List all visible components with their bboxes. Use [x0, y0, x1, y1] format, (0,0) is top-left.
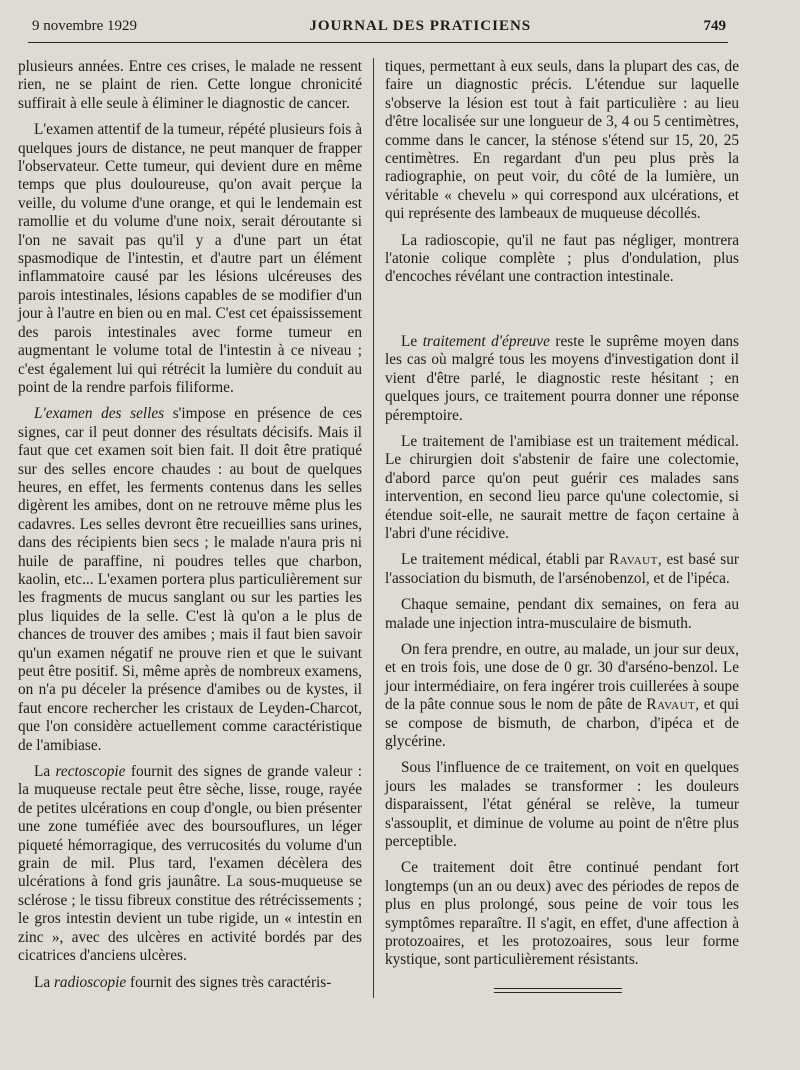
running-header — [32, 18, 726, 40]
paragraph: Ce traitement doit être continué pendant fort longtemps (un an ou deux) avec des périodes de repos de plus en plus prolongé, sous peine de voir tous les symptômes reparaître. Il s'agit, en effet, d'une affection à protozoaires, et les protozoaires, sous leur forme kystique, sont particulièrement résistants. — [385, 859, 739, 969]
emphasis: radioscopie — [53, 973, 127, 991]
paragraph-text: Le traitement médical, établi par — [401, 551, 609, 569]
paragraph-text: La — [34, 973, 54, 991]
paragraph — [18, 405, 362, 755]
paragraph — [385, 333, 739, 425]
paragraph: Sous l'influence de ce traitement, on voit en quelques jours les malades se transformer : les douleurs disparaissent, l'état général se relève, la tumeur s'assouplit, et diminue de volume au point de n'être plus perceptible. — [385, 759, 739, 851]
paragraph — [18, 974, 362, 992]
column-divider — [373, 58, 374, 998]
paragraph-text: reste le suprême moyen dans les cas où malgré tous les moyens d'investigation dont il vient d'être parlé, le diagnostic reste hésitant ; en quelques jours, ce traitement pourra donner une réponse péremptoire. — [385, 332, 739, 424]
section-gap — [385, 295, 739, 333]
paragraph — [385, 641, 739, 751]
right-column — [385, 58, 739, 978]
paragraph-text: fournit des signes de grande valeur : la muqueuse rectale peut être sèche, lisse, rouge, rayée de petites ulcérations en coup d'ongle, ou bien présenter une zone tuméfiée avec des boursouflures, un léger piqueté hémorragique, des verrucosités du volume d'un grain de mil. Plus tard, l'examen décèlera des ulcérations à fond gris jaunâtre. La sous-muqueuse se sclérose ; le tissu fibreux constitue des rétrécissements ; le gros intestin devient un tube rigide, un « intestin en zinc », avec des ulcères en activité bordés par des cicatrices d'anciens ulcères. — [18, 763, 362, 965]
paragraph-text: s'impose en présence de ces signes, car il peut donner des résultats décisifs. Mais il faut que cet examen soit bien fait. Il doit être pratiqué sur des selles encore chaudes : au bout de quelques heures, en effet, les ferments contenus dans les selles digèrent les amibes, dont on ne retrouve même plus les cadavres. Les selles devront être recueillies sans urines, dans des récipients bien secs ; le malade n'aura pris ni huile de paraffine, ni poudres telles que charbon, kaolin, etc... L'examen portera plus particulièrement sur les fragments de mucus sanglant ou sur les parties les plus liquides de la selle. C'est là qu'on a le plus de chances de trouver des amibes ; mais il faut bien savoir qu'un examen négatif ne prouve rien et que le suivant peut être positif. Si, même après de nombreux examens, on n'a pu déceler la présence d'amibes ou de kystes, il faut encore rechercher les cristaux de Leyden-Charcot, que l'on considère actuellement comme caractéristique de l'amibiase. — [18, 405, 362, 754]
end-ornament-rule — [494, 988, 622, 996]
emphasis: L'examen des selles — [34, 405, 165, 423]
paragraph-text: , est basé sur l'association du bismuth, de l'arsénobenzol, et de l'ipéca. — [385, 551, 740, 587]
journal-title: JOURNAL DES PRATICIENS — [309, 18, 532, 34]
paragraph-text: , et qui se compose de bismuth, de charbon, d'ipéca et de glycérine. — [385, 696, 739, 750]
issue-date: 9 novembre 1929 — [32, 18, 137, 34]
paragraph-text: On fera prendre, en outre, au malade, un jour sur deux, et en trois fois, une dose de 0 gr. 30 d'arséno-benzol. Le jour intermédiaire, on fera ingérer trois cuillerées à soupe de la pâte connue sous le nom de pâte de — [385, 640, 739, 714]
page-number: 749 — [703, 18, 726, 34]
header-rule — [28, 42, 728, 43]
paragraph: La radioscopie, qu'il ne faut pas négliger, montrera l'atonie colique complète ; plus d'ondulation, plus d'encoches révélant une contraction intestinale. — [385, 231, 739, 286]
paragraph-text: fournit des signes très caractéris- — [126, 973, 332, 991]
author-name: Ravaut — [646, 696, 696, 714]
paragraph-text: La — [34, 763, 56, 781]
paragraph: L'examen attentif de la tumeur, répété plusieurs fois à quelques jours de distance, ne peut manquer de frapper l'observateur. Cette tumeur, qui devient dure en même temps que plus douloureuse, qu'on avait perçue la veille, du volume d'une orange, et qui le lendemain est ramollie et du volume d'une noix, serait déroutante si l'on ne savait pas qu'il y a d'une part un état spasmodique de l'intestin, et d'autre part un élément inflammatoire causé par les lésions ulcéreuses des parois intestinales, lésions capables de se modifier d'un jour à l'autre en bien ou en mal. C'est cet épaississement des parois intestinales avec forme tumeur en augmentant le volume total de l'intestin à ce niveau ; c'est également lui qui rétrécit la lumière du conduit au point de la rendre parfois filiforme. — [18, 121, 362, 396]
paragraph-text: Le — [401, 332, 423, 350]
author-name: Ravaut — [608, 551, 658, 569]
emphasis: rectoscopie — [55, 763, 126, 781]
paragraph — [385, 551, 739, 588]
left-column — [18, 58, 362, 1000]
paragraph: Le traitement de l'amibiase est un traitement médical. Le chirurgien doit s'abstenir de faire une colectomie, d'abord parce qu'on peut guérir ces malades sans intervention, en second lieu parce qu'une colectomie, si étendue soit-elle, ne saurait mettre de façon certaine à l'abri d'une récidive. — [385, 432, 739, 542]
paragraph: tiques, permettant à eux seuls, dans la plupart des cas, de faire un diagnostic précis. L'étendue sur laquelle s'observe la lésion est tout à fait particulière : au lieu d'être localisée sur une longueur de 3, 4 ou 5 centimètres, comme dans le cancer, la sténose s'étend sur 15, 20, 25 centimètres. En regardant d'un peu plus près la radiographie, on peut voir, du côté de la lumière, un véritable « chevelu » qui correspond aux ulcérations, et qui représente des lambeaux de muqueuse décollés. — [385, 58, 739, 223]
paragraph: Chaque semaine, pendant dix semaines, on fera au malade une injection intra-musculaire de bismuth. — [385, 596, 739, 632]
paragraph: plusieurs années. Entre ces crises, le malade ne ressent rien, ne se plaint de rien. Cette longue chronicité suffirait à elle seule à éliminer le diagnostic de cancer. — [18, 58, 362, 112]
paragraph — [18, 763, 362, 965]
emphasis: traitement d'épreuve — [422, 332, 550, 350]
